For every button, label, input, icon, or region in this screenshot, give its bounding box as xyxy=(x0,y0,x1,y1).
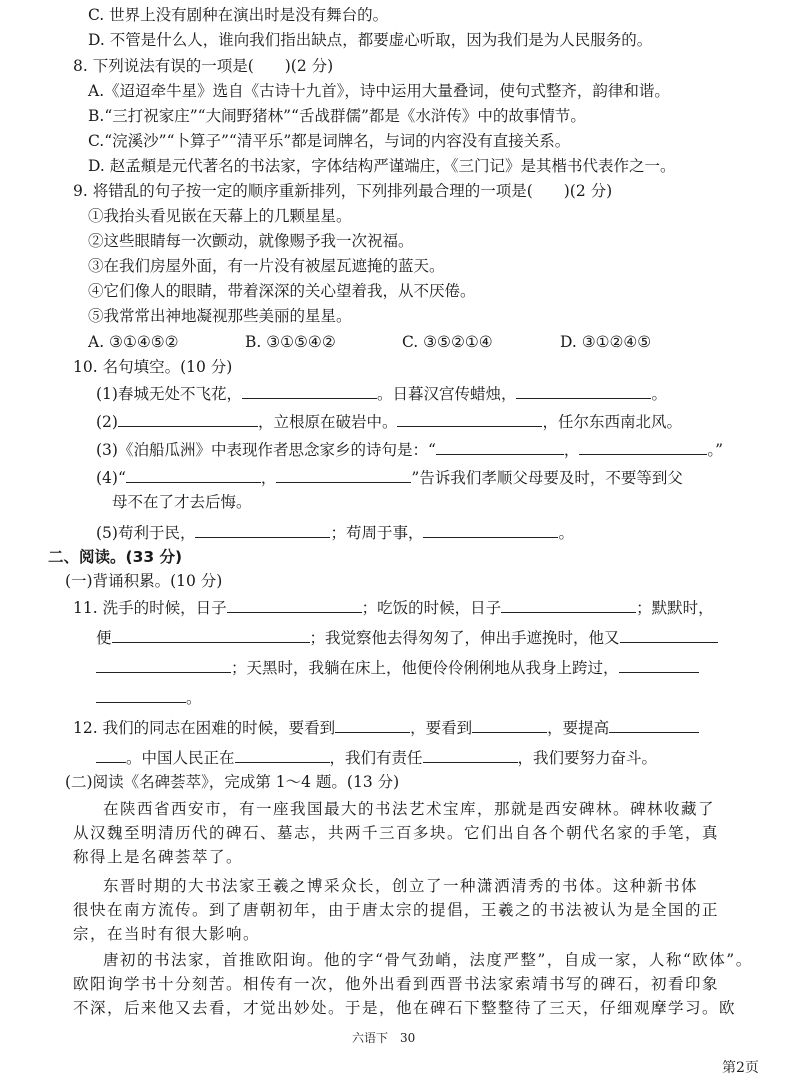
q12-blank-3-cont[interactable] xyxy=(96,747,126,763)
q11-blank-4-cont[interactable] xyxy=(96,657,231,673)
q10-3-text-a: (3)《泊船瓜洲》中表现作者思念家乡的诗句是：“ xyxy=(96,441,436,459)
q12-text-a: 12. 我们的同志在困难的时候，要看到 xyxy=(73,719,336,737)
passage-p1-line-1: 在陕西省西安市，有一座我国最大的书法艺术宝库，那就是西安碑林。碑林收藏了 xyxy=(103,800,716,818)
q10-2-text-a: (2) xyxy=(96,413,118,431)
q10-item-1 xyxy=(96,383,667,404)
q11-blank-5[interactable] xyxy=(619,657,699,673)
q10-5-blank-1[interactable] xyxy=(195,522,330,538)
q10-2-blank-2[interactable] xyxy=(397,411,542,427)
q11-blank-4[interactable] xyxy=(620,627,718,643)
q12-text-f: ，我们要努力奋斗。 xyxy=(517,749,658,767)
q10-item-2 xyxy=(96,411,682,432)
q12-line-1 xyxy=(73,717,699,738)
q7-option-c: C. 世界上没有剧种在演出时是没有舞台的。 xyxy=(88,6,389,24)
q12-blank-1[interactable] xyxy=(335,717,410,733)
q12-blank-2[interactable] xyxy=(472,717,547,733)
section-2-title: 二、阅读。(33 分) xyxy=(48,548,183,566)
q10-item-3 xyxy=(96,439,723,460)
q11-text-f: ；天黑时，我躺在床上，他便伶伶俐俐地从我身上跨过， xyxy=(231,659,619,677)
q10-2-text-b: ，立根原在破岩中。 xyxy=(257,413,398,431)
q11-line-1 xyxy=(73,597,714,618)
q10-1-blank-1[interactable] xyxy=(242,383,377,399)
q11-blank-3[interactable] xyxy=(112,627,310,643)
q10-1-text-b: 。日暮汉宫传蜡烛， xyxy=(376,385,517,403)
q10-4-blank-2[interactable] xyxy=(276,467,411,483)
q11-line-3 xyxy=(96,657,699,678)
q11-blank-2[interactable] xyxy=(501,597,636,613)
q10-2-text-c: ，任尔东西南北风。 xyxy=(542,413,682,431)
q9-sentence-2: ②这些眼睛每一次颤动，就像赐予我一次祝福。 xyxy=(88,232,414,250)
q10-3-text-b: ， xyxy=(563,441,580,459)
q10-item-5 xyxy=(96,522,574,543)
q10-5-blank-2[interactable] xyxy=(423,522,558,538)
q11-text-b: ；吃饭的时候，日子 xyxy=(361,599,502,617)
q11-blank-5-cont[interactable] xyxy=(96,687,186,703)
q12-blank-4[interactable] xyxy=(235,747,330,763)
q9-option-b: B. ③①⑤④② xyxy=(245,333,336,351)
q9-sentence-1: ①我抬头看见嵌在天幕上的几颗星星。 xyxy=(88,207,352,225)
q11-text-a: 11. 洗手的时候，日子 xyxy=(73,599,227,617)
q9-option-a: A. ③①④⑤② xyxy=(88,333,179,351)
passage-p3-line-2: 欧阳询学书十分刻苦。相传有一次，他外出看到西晋书法家索靖书写的碑石，初看印象 xyxy=(73,975,720,993)
q12-text-b: ，要看到 xyxy=(410,719,473,737)
q9-sentence-4: ④它们像人的眼睛，带着深深的关心望着我，从不厌倦。 xyxy=(88,282,476,300)
q7-option-d: D. 不管是什么人，谁向我们指出缺点，都要虚心听取，因为我们是为人民服务的。 xyxy=(88,31,653,49)
q10-5-text-a: (5)苟利于民， xyxy=(96,524,196,542)
q12-blank-5[interactable] xyxy=(423,747,518,763)
q10-3-text-c: 。” xyxy=(707,441,724,459)
q8-option-c: C.“浣溪沙”“卜算子”“清平乐”都是词牌名，与词的内容没有直接关系。 xyxy=(88,132,571,150)
q10-stem: 10. 名句填空。(10 分) xyxy=(73,358,233,376)
q10-item-4 xyxy=(96,467,683,488)
q10-4-text-a: (4)“ xyxy=(96,469,126,487)
q12-text-c: ，要提高 xyxy=(547,719,610,737)
passage-p1-line-2: 从汉魏至明清历代的碑石、墓志，共两千三百多块。它们出自各个朝代名家的手笔，真 xyxy=(73,824,720,842)
q10-item-4-cont: 母不在了才去后悔。 xyxy=(112,493,252,511)
q11-line-2 xyxy=(96,627,718,648)
q11-blank-1[interactable] xyxy=(227,597,362,613)
q8-stem: 8. 下列说法有误的一项是( )(2 分) xyxy=(73,57,334,75)
q9-option-c: C. ③⑤②①④ xyxy=(402,333,493,351)
q10-4-text-b: ， xyxy=(260,469,277,487)
q8-option-a: A.《迢迢牵牛星》选自《古诗十九首》，诗中运用大量叠词，使句式整齐，韵律和谐。 xyxy=(88,82,670,100)
q12-text-d: 。中国人民正在 xyxy=(126,749,235,767)
q10-1-text-c: 。 xyxy=(651,385,667,403)
passage-p3-line-1: 唐初的书法家，首推欧阳询。他的字“骨气劲峭，法度严整”，自成一家，人称“欧体”。 xyxy=(103,951,753,969)
q11-text-e: ；我觉察他去得匆匆了，伸出手遮挽时，他又 xyxy=(309,629,620,647)
q12-blank-3[interactable] xyxy=(609,717,699,733)
page-footer-number: 六语下 30 xyxy=(352,1031,416,1045)
q10-5-text-b: ；苟周于事， xyxy=(330,524,424,542)
q11-text-g: 。 xyxy=(186,689,202,707)
q9-sentence-3: ③在我们房屋外面，有一片没有被屋瓦遮掩的蓝天。 xyxy=(88,257,445,275)
q11-text-c: ；默默时， xyxy=(636,599,714,617)
q11-line-4 xyxy=(96,687,202,708)
q10-1-blank-2[interactable] xyxy=(516,383,651,399)
subsection-1-title: (一)背诵积累。(10 分) xyxy=(65,572,223,590)
q8-option-b: B.“三打祝家庄”“大闹野猪林”“舌战群儒”都是《水浒传》中的故事情节。 xyxy=(88,107,586,125)
q10-4-blank-1[interactable] xyxy=(126,467,261,483)
q10-3-blank-2[interactable] xyxy=(579,439,707,455)
passage-p3-line-3: 不深，后来他又去看，才觉出妙处。于是，他在碑石下整整待了三天，仔细观摩学习。欧 xyxy=(73,999,737,1017)
passage-p2-line-2: 很快在南方流传。到了唐朝初年，由于唐太宗的提倡，王羲之的书法被认为是全国的正 xyxy=(73,901,720,919)
q10-3-blank-1[interactable] xyxy=(436,439,564,455)
q11-text-d: 便 xyxy=(96,629,112,647)
passage-p2-line-1: 东晋时期的大书法家王羲之博采众长，创立了一种潇洒清秀的书体。这种新书体 xyxy=(103,877,699,895)
page-indicator: 第2页 xyxy=(722,1060,759,1076)
q9-stem: 9. 将错乱的句子按一定的顺序重新排列，下列排列最合理的一项是( )(2 分) xyxy=(73,182,613,200)
q9-option-d: D. ③①②④⑤ xyxy=(560,333,652,351)
q10-2-blank-1[interactable] xyxy=(118,411,258,427)
q8-option-d: D. 赵孟頫是元代著名的书法家，字体结构严谨端庄，《三门记》是其楷书代表作之一。 xyxy=(88,157,676,175)
q10-5-text-c: 。 xyxy=(558,524,574,542)
q10-4-text-c: ”告诉我们孝顺父母要及时，不要等到父 xyxy=(411,469,683,487)
q10-1-text-a: (1)春城无处不飞花， xyxy=(96,385,242,403)
q9-sentence-5: ⑤我常常出神地凝视那些美丽的星星。 xyxy=(88,307,352,325)
passage-p2-line-3: 宗，在当时有很大影响。 xyxy=(73,925,261,943)
q12-line-2 xyxy=(96,747,657,768)
q12-text-e: ，我们有责任 xyxy=(329,749,423,767)
passage-p1-line-3: 称得上是名碑荟萃了。 xyxy=(73,848,244,866)
subsection-2-title: (二)阅读《名碑荟萃》，完成第 1～4 题。(13 分) xyxy=(65,773,400,791)
